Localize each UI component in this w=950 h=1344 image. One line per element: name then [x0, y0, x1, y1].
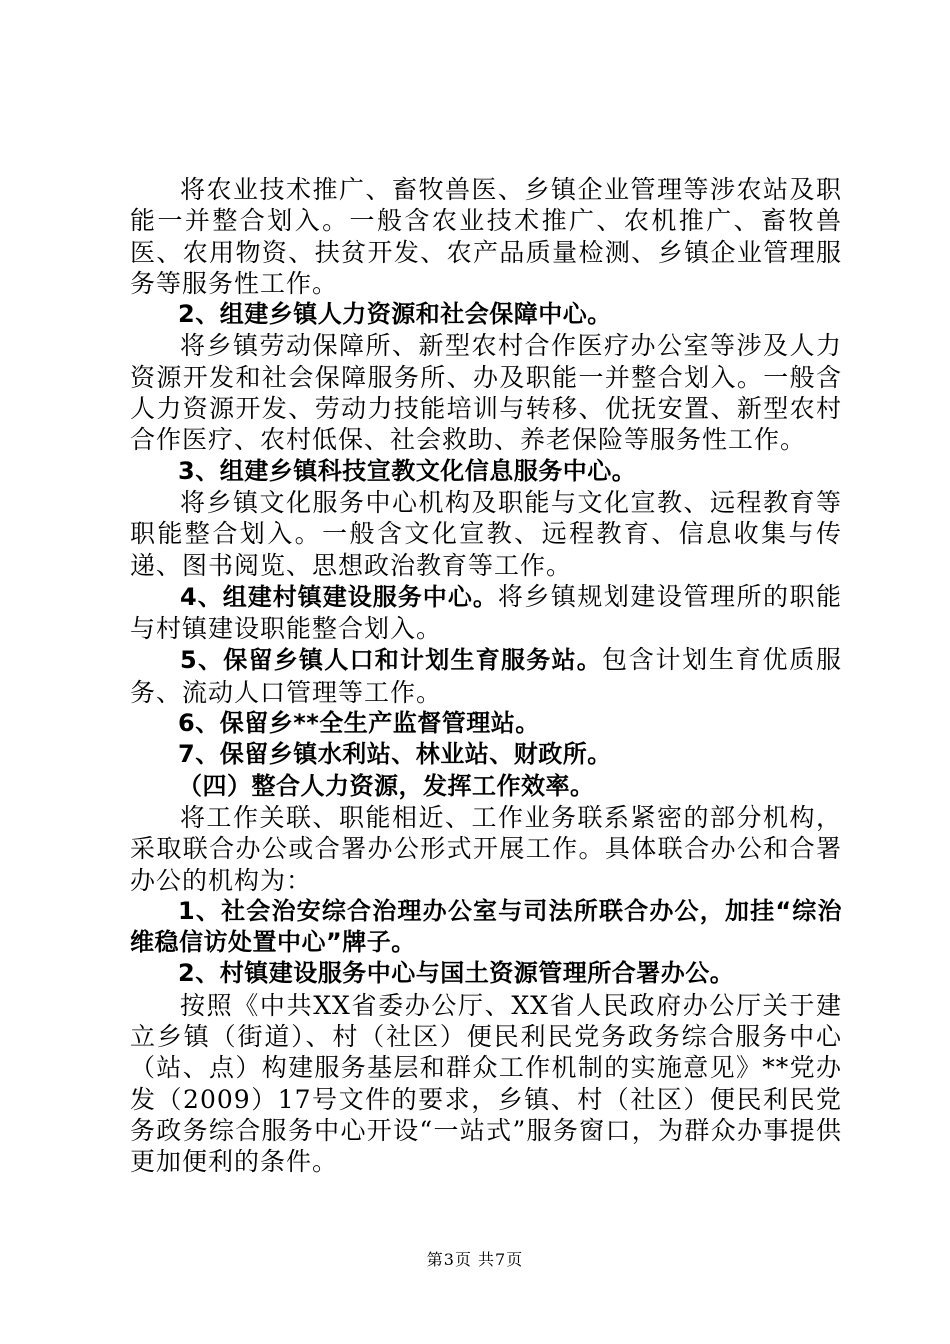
paragraph-p7 [130, 644, 842, 708]
paragraph-p11: 将工作关联、职能相近、工作业务联系紧密的部分机构，采取联合办公或合署办公形式开展工作。具体联合办公和合署办公的机构为： [130, 802, 842, 895]
paragraph-p7-lead: 5、保留乡镇人口和计划生育服务站。 [180, 646, 602, 675]
paragraph-p6-lead: 4、组建村镇建设服务中心。 [180, 582, 498, 611]
heading-p13: 2、村镇建设服务中心与国土资源管理所合署办公。 [178, 959, 735, 988]
heading-p4: 3、组建乡镇科技宣教文化信息服务中心。 [178, 456, 637, 485]
paragraph-p3: 将乡镇劳动保障所、新型农村合作医疗办公室等涉及人力资源开发和社会保障服务所、办及职能一并整合划入。一般含人力资源开发、劳动力技能培训与转移、优抚安置、新型农村合作医疗、农村低保、社会救助、养老保险等服务性工作。 [130, 331, 842, 455]
document-body [130, 174, 842, 1178]
paragraph-p6 [130, 581, 842, 645]
paragraph-p7-text: 包含计划生育优质服务、流动人口管理等工作。 [130, 645, 842, 707]
paragraph-p5: 将乡镇文化服务中心机构及职能与文化宣教、远程教育等职能整合划入。一般含文化宣教、远程教育、信息收集与传递、图书阅览、思想政治教育等工作。 [130, 487, 842, 580]
heading-p8: 6、保留乡**全生产监督管理站。 [178, 709, 540, 738]
heading-p2: 2、组建乡镇人力资源和社会保障中心。 [178, 300, 612, 329]
heading-p9: 7、保留乡镇水利站、林业站、财政所。 [178, 740, 612, 769]
page-number-label: 第3页 共7页 [426, 1250, 524, 1269]
paragraph-p14: 按照《中共XX省委办公厅、XX省人民政府办公厅关于建立乡镇（街道）、村（社区）便民利民党务政务综合服务中心（站、点）构建服务基层和群众工作机制的实施意见》**党办发（2009）17号文件的要求，乡镇、村（社区）便民利民党务政务综合服务中心开设“一站式”服务窗口，为群众办事提供更加便利的条件。 [130, 990, 842, 1177]
paragraph-p1: 将农业技术推广、畜牧兽医、乡镇企业管理等涉农站及职能一并整合划入。一般含农业技术推广、农机推广、畜牧兽医、农用物资、扶贫开发、农产品质量检测、乡镇企业管理服务等服务性工作。 [130, 175, 842, 298]
paragraph-p6-text: 将乡镇规划建设管理所的职能与村镇建设职能整合划入。 [130, 581, 842, 644]
page-footer [0, 1247, 950, 1270]
heading-p12: 1、社会治安综合治理办公室与司法所联合办公，加挂“综治维稳信访处置中心”牌子。 [130, 896, 842, 957]
heading-p10: （四）整合人力资源，发挥工作效率。 [178, 771, 595, 800]
